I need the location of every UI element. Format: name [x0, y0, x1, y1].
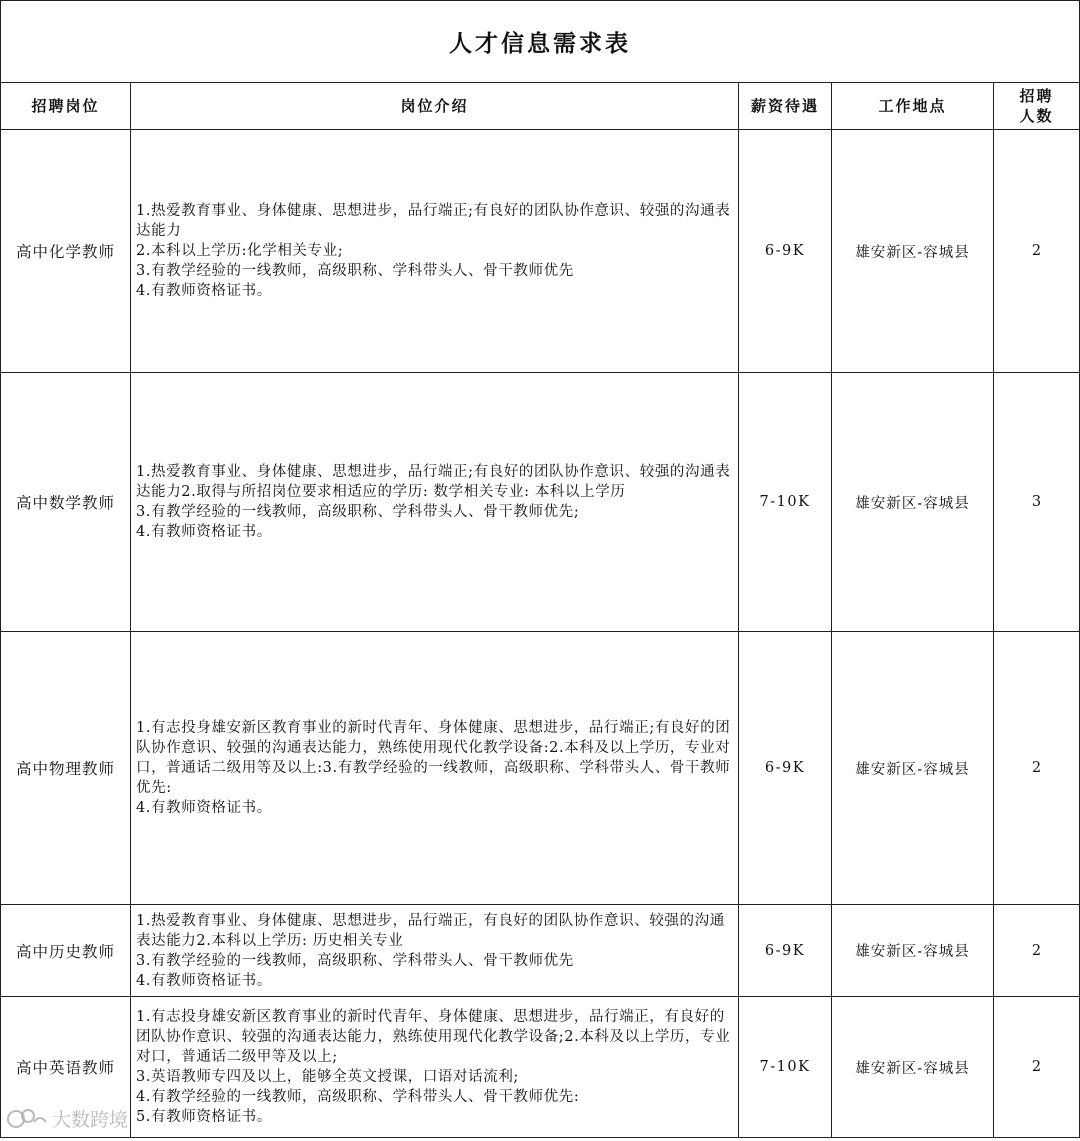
position-cell: 高中物理教师: [1, 632, 131, 905]
header-location: 工作地点: [832, 83, 994, 130]
description-line: 1.有志投身雄安新区教育事业的新时代青年、身体健康、思想进步，品行端正;有良好的团队协作意识、较强的沟通表达能力，熟练使用现代化教学设备:2.本科及以上学历，专业对口，普通话二级用等及以上:3.有教学经验的一线教师，高级职称、学科带头人、骨干教师优先:: [136, 720, 731, 796]
table-row: [1, 997, 1080, 1138]
table-title: 人才信息需求表: [1, 1, 1080, 83]
description-line: 2.本科以上学历:化学相关专业;: [136, 243, 344, 259]
description-line: 1.热爱教育事业、身体健康、思想进步，品行端正;有良好的团队协作意识、较强的沟通表达能力2.取得与所招岗位要求相适应的学历: 数学相关专业: 本科以上学历: [136, 464, 731, 500]
header-salary: 薪资待遇: [739, 83, 832, 130]
description-line: 1.有志投身雄安新区教育事业的新时代青年、身体健康、思想进步，品行端正，有良好的团队协作意识、较强的沟通表达能力，熟练使用现代化教学设备;2.本科及以上学历，专业对口，普通话二级甲等及以上;: [136, 1009, 731, 1065]
count-cell: 2: [994, 997, 1080, 1138]
header-count-label: 招聘人数: [1019, 87, 1054, 125]
location-cell: 雄安新区-容城县: [832, 632, 994, 905]
description-line: 4.有教师资格证书。: [136, 972, 272, 989]
salary-cell: 6-9K: [739, 632, 832, 905]
description-line: 1.热爱教育事业、身体健康、思想进步，品行端正;有良好的团队协作意识、较强的沟通表达能力: [136, 203, 731, 239]
location-cell: 雄安新区-容城县: [832, 997, 994, 1138]
count-cell: 2: [994, 130, 1080, 373]
table-row: [1, 373, 1080, 632]
position-cell: 高中英语教师: [1, 997, 131, 1138]
description-cell: [131, 632, 739, 905]
header-row: [1, 83, 1080, 130]
description-line: 5.有教师资格证书。: [136, 1109, 272, 1125]
description-line: 3.有教学经验的一线教师，高级职称、学科带头人、骨干教师优先;: [136, 504, 580, 520]
position-cell: 高中化学教师: [1, 130, 131, 373]
description-cell: [131, 997, 739, 1138]
description-cell: [131, 130, 739, 373]
description-line: 4.有教师资格证书。: [136, 800, 272, 816]
count-cell: 2: [994, 632, 1080, 905]
count-cell: 3: [994, 373, 1080, 632]
header-position: 招聘岗位: [1, 83, 131, 130]
count-cell: 2: [994, 905, 1080, 997]
location-cell: 雄安新区-容城县: [832, 905, 994, 997]
watermark-text: 大数跨境: [52, 1109, 129, 1131]
description-line: 4.有教师资格证书。: [136, 283, 272, 299]
description-line: 3.有教学经验的一线教师，高级职称、学科带头人、骨干教师优先: [136, 263, 574, 279]
salary-cell: 6-9K: [739, 905, 832, 997]
salary-cell: 6-9K: [739, 130, 832, 373]
header-count: [994, 83, 1080, 130]
description-line: 3.英语教师专四及以上，能够全英文授课，口语对话流利;: [136, 1069, 519, 1085]
description-cell: [131, 905, 739, 997]
header-description: 岗位介绍: [131, 83, 739, 130]
position-cell: 高中历史教师: [1, 905, 131, 997]
table-row: [1, 905, 1080, 997]
table-row: [1, 632, 1080, 905]
description-line: 4.有教学经验的一线教师，高级职称、学科带头人、骨干教师优先:: [136, 1089, 580, 1105]
salary-cell: 7-10K: [739, 997, 832, 1138]
position-cell: 高中数学教师: [1, 373, 131, 632]
location-cell: 雄安新区-容城县: [832, 130, 994, 373]
location-cell: 雄安新区-容城县: [832, 373, 994, 632]
description-line: 1.热爱教育事业、身体健康、思想进步，品行端正，有良好的团队协作意识、较强的沟通表达能力2.本科以上学历: 历史相关专业: [136, 912, 725, 949]
table-row: [1, 130, 1080, 373]
description-line: 4.有教师资格证书。: [136, 524, 272, 540]
description-line: 3.有教学经验的一线教师，高级职称、学科带头人、骨干教师优先: [136, 952, 574, 969]
salary-cell: 7-10K: [739, 373, 832, 632]
description-cell: [131, 373, 739, 632]
